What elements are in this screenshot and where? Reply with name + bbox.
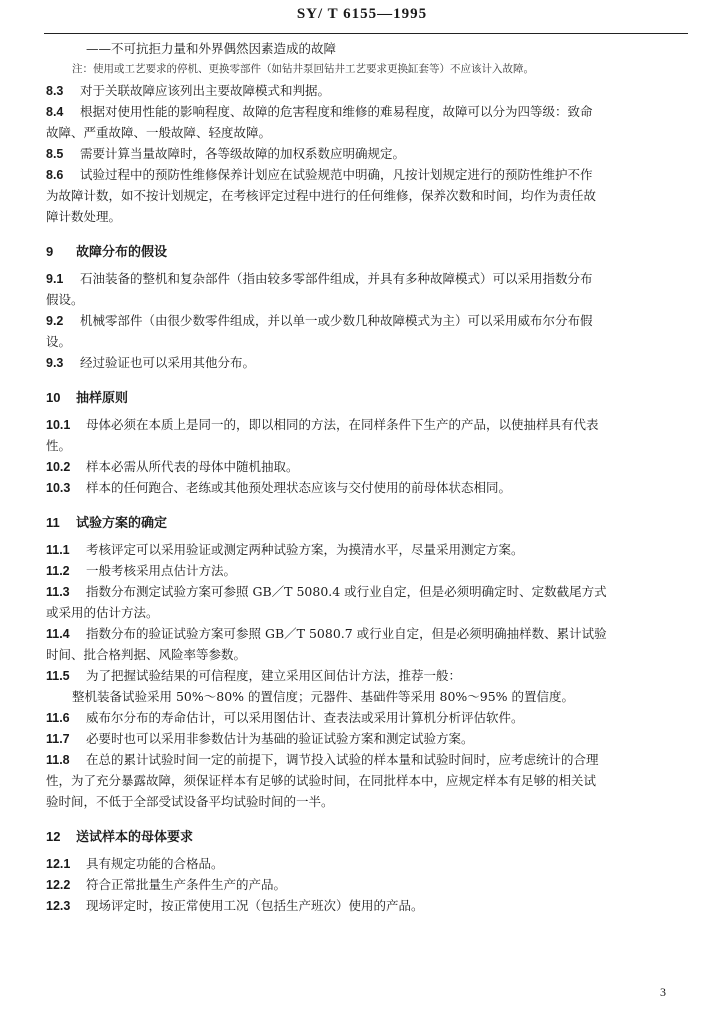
text-line: 设。 bbox=[46, 334, 72, 349]
clause-text: 指数分布的验证试验方案可参照 GB／T 5080.7 或行业自定，但是必须明确抽样数、累计试验 bbox=[86, 626, 607, 641]
clause-number: 8.3 bbox=[46, 84, 64, 98]
clause-line bbox=[46, 101, 700, 122]
clause-line bbox=[46, 456, 700, 477]
clause-text: 石油装备的整机和复杂部件（指由较多零部件组成，并具有多种故障模式）可以采用指数分布 bbox=[80, 271, 593, 286]
clause-text: 现场评定时，按正常使用工况（包括生产班次）使用的产品。 bbox=[86, 898, 424, 913]
text-line: 时间、批合格判据、风险率等参数。 bbox=[46, 647, 247, 662]
clause-number: 8.5 bbox=[46, 147, 64, 161]
clause-text: 根据对使用性能的影响程度、故障的危害程度和维修的难易程度，故障可以分为四等级：致命 bbox=[80, 104, 593, 119]
clause-line bbox=[46, 581, 700, 602]
note-line: 注：使用或工艺要求的停机、更换零部件（如钻井泵回钻井工艺要求更换缸套等）不应该计入故障。 bbox=[72, 63, 534, 75]
section-title: 抽样原则 bbox=[76, 391, 129, 406]
clause-text: 母体必须在本质上是同一的，即以相同的方法，在同样条件下生产的产品，以使抽样具有代表 bbox=[86, 417, 599, 432]
clause-number: 12.1 bbox=[46, 857, 71, 871]
clause-number: 11.1 bbox=[46, 543, 70, 557]
text-line: 故障、严重故障、一般故障、轻度故障。 bbox=[46, 125, 272, 140]
clause-text: 需要计算当量故障时，各等级故障的加权系数应明确规定。 bbox=[80, 146, 406, 161]
clause-line bbox=[46, 895, 700, 916]
clause-line bbox=[46, 707, 700, 728]
clause-number: 11.8 bbox=[46, 753, 70, 767]
clause-text: 经过验证也可以采用其他分布。 bbox=[80, 355, 256, 370]
clause-text: 为了把握试验结果的可信程度，建立采用区间估计方法，推荐一般： bbox=[86, 668, 462, 683]
clause-number: 11.4 bbox=[46, 627, 70, 641]
clause-number: 10.3 bbox=[46, 481, 71, 495]
clause-text: 具有规定功能的合格品。 bbox=[86, 856, 224, 871]
clause-text: 指数分布测定试验方案可参照 GB／T 5080.4 或行业自定，但是必须明确定时、定数截尾方式 bbox=[86, 584, 607, 599]
clause-number: 12.2 bbox=[46, 878, 71, 892]
clause-number: 10.2 bbox=[46, 460, 71, 474]
text-line: ——不可抗拒力量和外界偶然因素造成的故障 bbox=[86, 41, 337, 56]
section-number: 12 bbox=[46, 829, 61, 844]
section-number: 11 bbox=[46, 515, 60, 530]
clause-number: 11.6 bbox=[46, 711, 70, 725]
clause-line bbox=[46, 853, 700, 874]
clause-line bbox=[46, 539, 700, 560]
text-line: 或采用的估计方法。 bbox=[46, 605, 159, 620]
clause-number: 11.2 bbox=[46, 564, 70, 578]
section-heading bbox=[46, 512, 700, 533]
header-rule bbox=[44, 33, 688, 34]
text-line: 验时间，不低于全部受试设备平均试验时间的一半。 bbox=[46, 794, 334, 809]
clause-line bbox=[46, 874, 700, 895]
clause-number: 8.4 bbox=[46, 105, 64, 119]
clause-text: 威布尔分布的寿命估计，可以采用图估计、查表法或采用计算机分析评估软件。 bbox=[86, 710, 524, 725]
clause-number: 11.3 bbox=[46, 585, 70, 599]
clause-line bbox=[46, 310, 700, 331]
clause-text: 机械零部件（由很少数零件组成，并以单一或少数几种故障模式为主）可以采用威布尔分布假 bbox=[80, 313, 593, 328]
clause-number: 11.7 bbox=[46, 732, 70, 746]
clause-number: 9.2 bbox=[46, 314, 64, 328]
clause-line bbox=[46, 749, 700, 770]
section-heading bbox=[46, 387, 700, 408]
section-title: 送试样本的母体要求 bbox=[76, 830, 194, 845]
text-line: 性。 bbox=[46, 438, 72, 453]
clause-line bbox=[46, 623, 700, 644]
clause-line bbox=[46, 477, 700, 498]
section-heading bbox=[46, 241, 700, 262]
clause-line bbox=[46, 80, 700, 101]
clause-text: 在总的累计试验时间一定的前提下，调节投入试验的样本量和试验时间时，应考虑统计的合理 bbox=[86, 752, 599, 767]
text-line: 整机装备试验采用 50%～80% 的置信度；元器件、基础件等采用 80%～95% 的置信度。 bbox=[72, 689, 575, 704]
clause-line bbox=[46, 414, 700, 435]
text-line: 为故障计数，如不按计划规定，在考核评定过程中进行的任何维修，保养次数和时间，均作为责任故 bbox=[46, 188, 597, 203]
clause-line bbox=[46, 352, 700, 373]
clause-line bbox=[46, 728, 700, 749]
text-line: 障计数处理。 bbox=[46, 209, 122, 224]
clause-number: 8.6 bbox=[46, 168, 64, 182]
clause-number: 11.5 bbox=[46, 669, 70, 683]
clause-line bbox=[46, 665, 700, 686]
section-heading bbox=[46, 826, 700, 847]
clause-text: 样本的任何跑合、老练或其他预处理状态应该与交付使用的前母体状态相同。 bbox=[86, 480, 512, 495]
document-body bbox=[46, 38, 700, 916]
clause-text: 对于关联故障应该列出主要故障模式和判据。 bbox=[80, 83, 331, 98]
text-line: 性，为了充分暴露故障，须保证样本有足够的试验时间，在同批样本中，应规定样本有足够的相关试 bbox=[46, 773, 597, 788]
clause-line bbox=[46, 143, 700, 164]
section-title: 试验方案的确定 bbox=[76, 516, 168, 531]
clause-text: 符合正常批量生产条件生产的产品。 bbox=[86, 877, 287, 892]
section-number: 10 bbox=[46, 390, 61, 405]
clause-line bbox=[46, 268, 700, 289]
clause-number: 9.3 bbox=[46, 356, 64, 370]
document-header: SY/ T 6155—1995 bbox=[296, 6, 428, 22]
clause-number: 10.1 bbox=[46, 418, 71, 432]
section-title: 故障分布的假设 bbox=[76, 245, 168, 260]
clause-text: 样本必需从所代表的母体中随机抽取。 bbox=[86, 459, 299, 474]
clause-text: 一般考核采用点估计方法。 bbox=[86, 563, 237, 578]
clause-line bbox=[46, 560, 700, 581]
clause-text: 必要时也可以采用非参数估计为基础的验证试验方案和测定试验方案。 bbox=[86, 731, 474, 746]
clause-number: 12.3 bbox=[46, 899, 71, 913]
clause-text: 试验过程中的预防性维修保养计划应在试验规范中明确，凡按计划规定进行的预防性维护不作 bbox=[80, 167, 593, 182]
page-number: 3 bbox=[660, 985, 666, 999]
section-number: 9 bbox=[46, 244, 54, 259]
clause-line bbox=[46, 164, 700, 185]
clause-number: 9.1 bbox=[46, 272, 64, 286]
clause-text: 考核评定可以采用验证或测定两种试验方案，为摸清水平，尽量采用测定方案。 bbox=[86, 542, 524, 557]
text-line: 假设。 bbox=[46, 292, 84, 307]
